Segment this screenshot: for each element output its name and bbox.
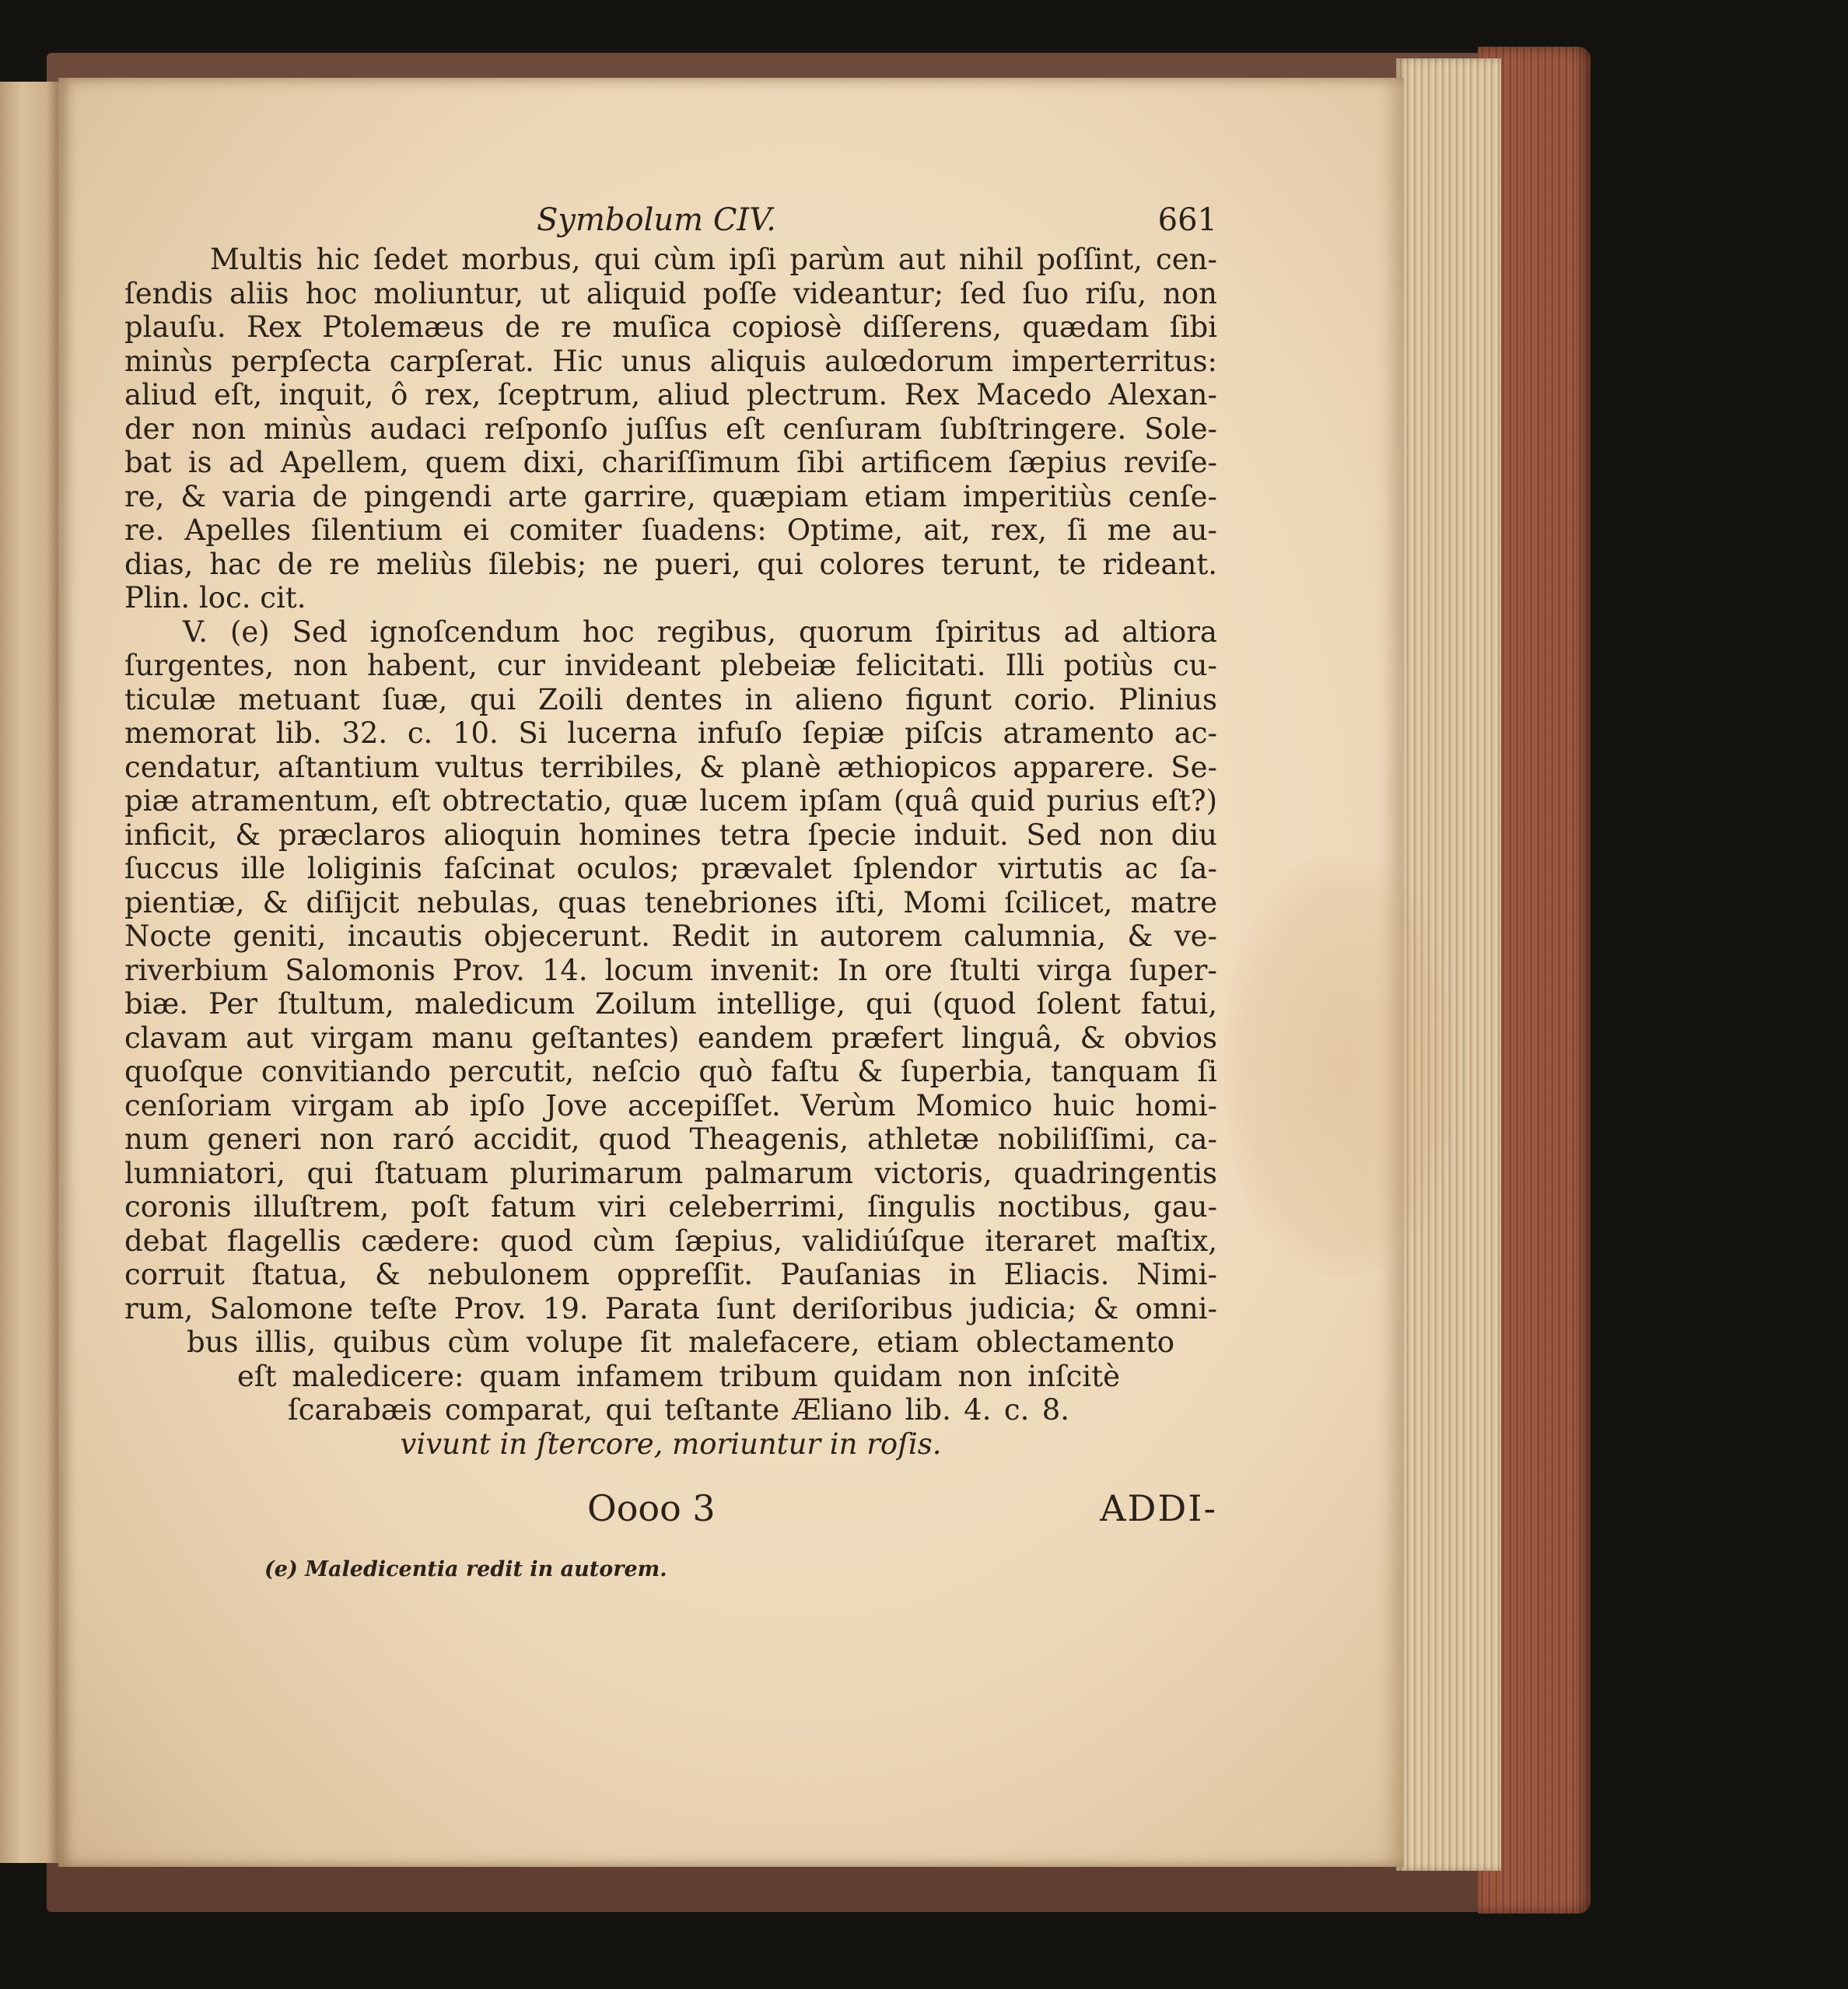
running-head: [124, 204, 1217, 243]
text-line: piæ atramentum, eſt obtrectatio, quæ lucem ipſam (quâ quid purius eſt?): [124, 784, 1217, 818]
text-line: lumniatori, qui ſtatuam plurimarum palmarum victoris, quadringentis: [124, 1156, 1217, 1190]
text-line: cendatur, aſtantium vultus terribiles, & planè æthiopicos apparere. Se-: [124, 750, 1217, 784]
running-title: Symbolum CIV.: [537, 202, 776, 238]
page-footer: [124, 1487, 1217, 1546]
text-line: dias, hac de re meliùs ſilebis; ne pueri, qui colores terunt, te rideant.: [124, 547, 1217, 581]
text-line: ſurgentes, non habent, cur invideant plebeiæ felicitati. Illi potiùs cu-: [124, 649, 1217, 682]
text-line: quoſque convitiando percutit, neſcio quò faſtu & ſuperbia, tanquam ſi: [124, 1055, 1217, 1088]
text-line: ſuccus ille loliginis faſcinat oculos; prævalet ſplendor virtutis ac ſa-: [124, 852, 1217, 885]
text-line: pientiæ, & diſijcit nebulas, quas tenebriones iſti, Momi ſcilicet, matre: [124, 885, 1217, 919]
text-line: ticulæ metuant ſuæ, qui Zoili dentes in alieno figunt corio. Plinius: [124, 682, 1217, 716]
text-line: debat flagellis cædere: quod cùm ſæpius, validiúſque iteraret maſtix,: [124, 1224, 1217, 1258]
footnote: (e) Maledicentia redit in autorem.: [264, 1557, 667, 1581]
text-line: re. Apelles ſilentium ei comiter ſuadens: Optime, ait, rex, ſi me au-: [124, 513, 1217, 547]
text-line: Nocte geniti, incautis objecerunt. Redit in autorem calumnia, & ve-: [124, 919, 1217, 953]
signature-mark: Oooo 3: [587, 1487, 716, 1529]
text-line: vivunt in ſtercore, moriuntur in roſis.: [400, 1427, 942, 1461]
text-line: inficit, & præclaros alioquin homines tetra ſpecie induit. Sed non diu: [124, 818, 1217, 852]
text-line: biæ. Per ſtultum, maledicum Zoilum intellige, qui (quod ſolent fatui,: [124, 987, 1217, 1021]
text-line: bus illis, quibus cùm volupe ſit malefacere, etiam oblectamento: [187, 1325, 1174, 1359]
text-line: bat is ad Apellem, quem dixi, chariſſimum ſibi artificem ſæpius reviſe-: [124, 446, 1217, 479]
page-number: 661: [1157, 202, 1217, 238]
text-line: memorat lib. 32. c. 10. Si lucerna infuſo ſepiæ piſcis atramento ac-: [124, 716, 1217, 750]
text-line: Plin. loc. cit.: [124, 581, 306, 615]
facing-page-edge: [0, 82, 62, 1863]
catchword: ADDI-: [1100, 1487, 1217, 1529]
text-line: corruit ſtatua, & nebulonem oppreſſit. Pauſanias in Eliacis. Nimi-: [124, 1258, 1217, 1291]
text-line: riverbium Salomonis Prov. 14. locum invenit: In ore ſtulti virga ſuper-: [124, 953, 1217, 987]
text-line: minùs perpſecta carpſerat. Hic unus aliquis aulœdorum imperterritus:: [124, 344, 1217, 378]
text-line: V. (e) Sed ignoſcendum hoc regibus, quorum ſpiritus ad altiora: [183, 615, 1217, 649]
text-line: Multis hic ſedet morbus, qui cùm ipſi parùm aut nihil poſſint, cen-: [210, 243, 1217, 276]
page-text-block: [124, 204, 1217, 1587]
text-line: der non minùs audaci reſponſo juſſus eſt cenſuram ſubſtringere. Sole-: [124, 411, 1217, 446]
text-line: re, & varia de pingendi arte garrire, quæpiam etiam imperitiùs cenſe-: [124, 479, 1217, 513]
text-line: num generi non raró accidit, quod Theagenis, athletæ nobiliſſimi, ca-: [124, 1122, 1217, 1156]
text-line: eſt maledicere: quam infamem tribum quidam non inſcitè: [237, 1359, 1120, 1393]
text-line: cenſoriam virgam ab ipſo Jove accepiſſet. Verùm Momico huic homi-: [124, 1088, 1217, 1122]
text-line: clavam aut virgam manu geſtantes) eandem præfert linguâ, & obvios: [124, 1021, 1217, 1055]
water-stain: [1225, 856, 1458, 1276]
text-line: ſcarabæis comparat, qui teſtante Æliano lib. 4. c. 8.: [288, 1393, 1069, 1427]
text-line: coronis illuſtrem, poſt fatum viri celeberrimi, ſingulis noctibus, gau-: [124, 1190, 1217, 1224]
text-line: ſendis aliis hoc moliuntur, ut aliquid poſſe videantur; ſed ſuo riſu, non: [124, 276, 1217, 310]
text-line: rum, Salomone teſte Prov. 19. Parata ſunt deriſoribus judicia; & omni-: [124, 1291, 1217, 1325]
text-line: aliud eſt, inquit, ô rex, ſceptrum, aliud plectrum. Rex Macedo Alexan-: [124, 378, 1217, 411]
text-line: plauſu. Rex Ptolemæus de re muſica copiosè diſſerens, quædam ſibi: [124, 310, 1217, 344]
